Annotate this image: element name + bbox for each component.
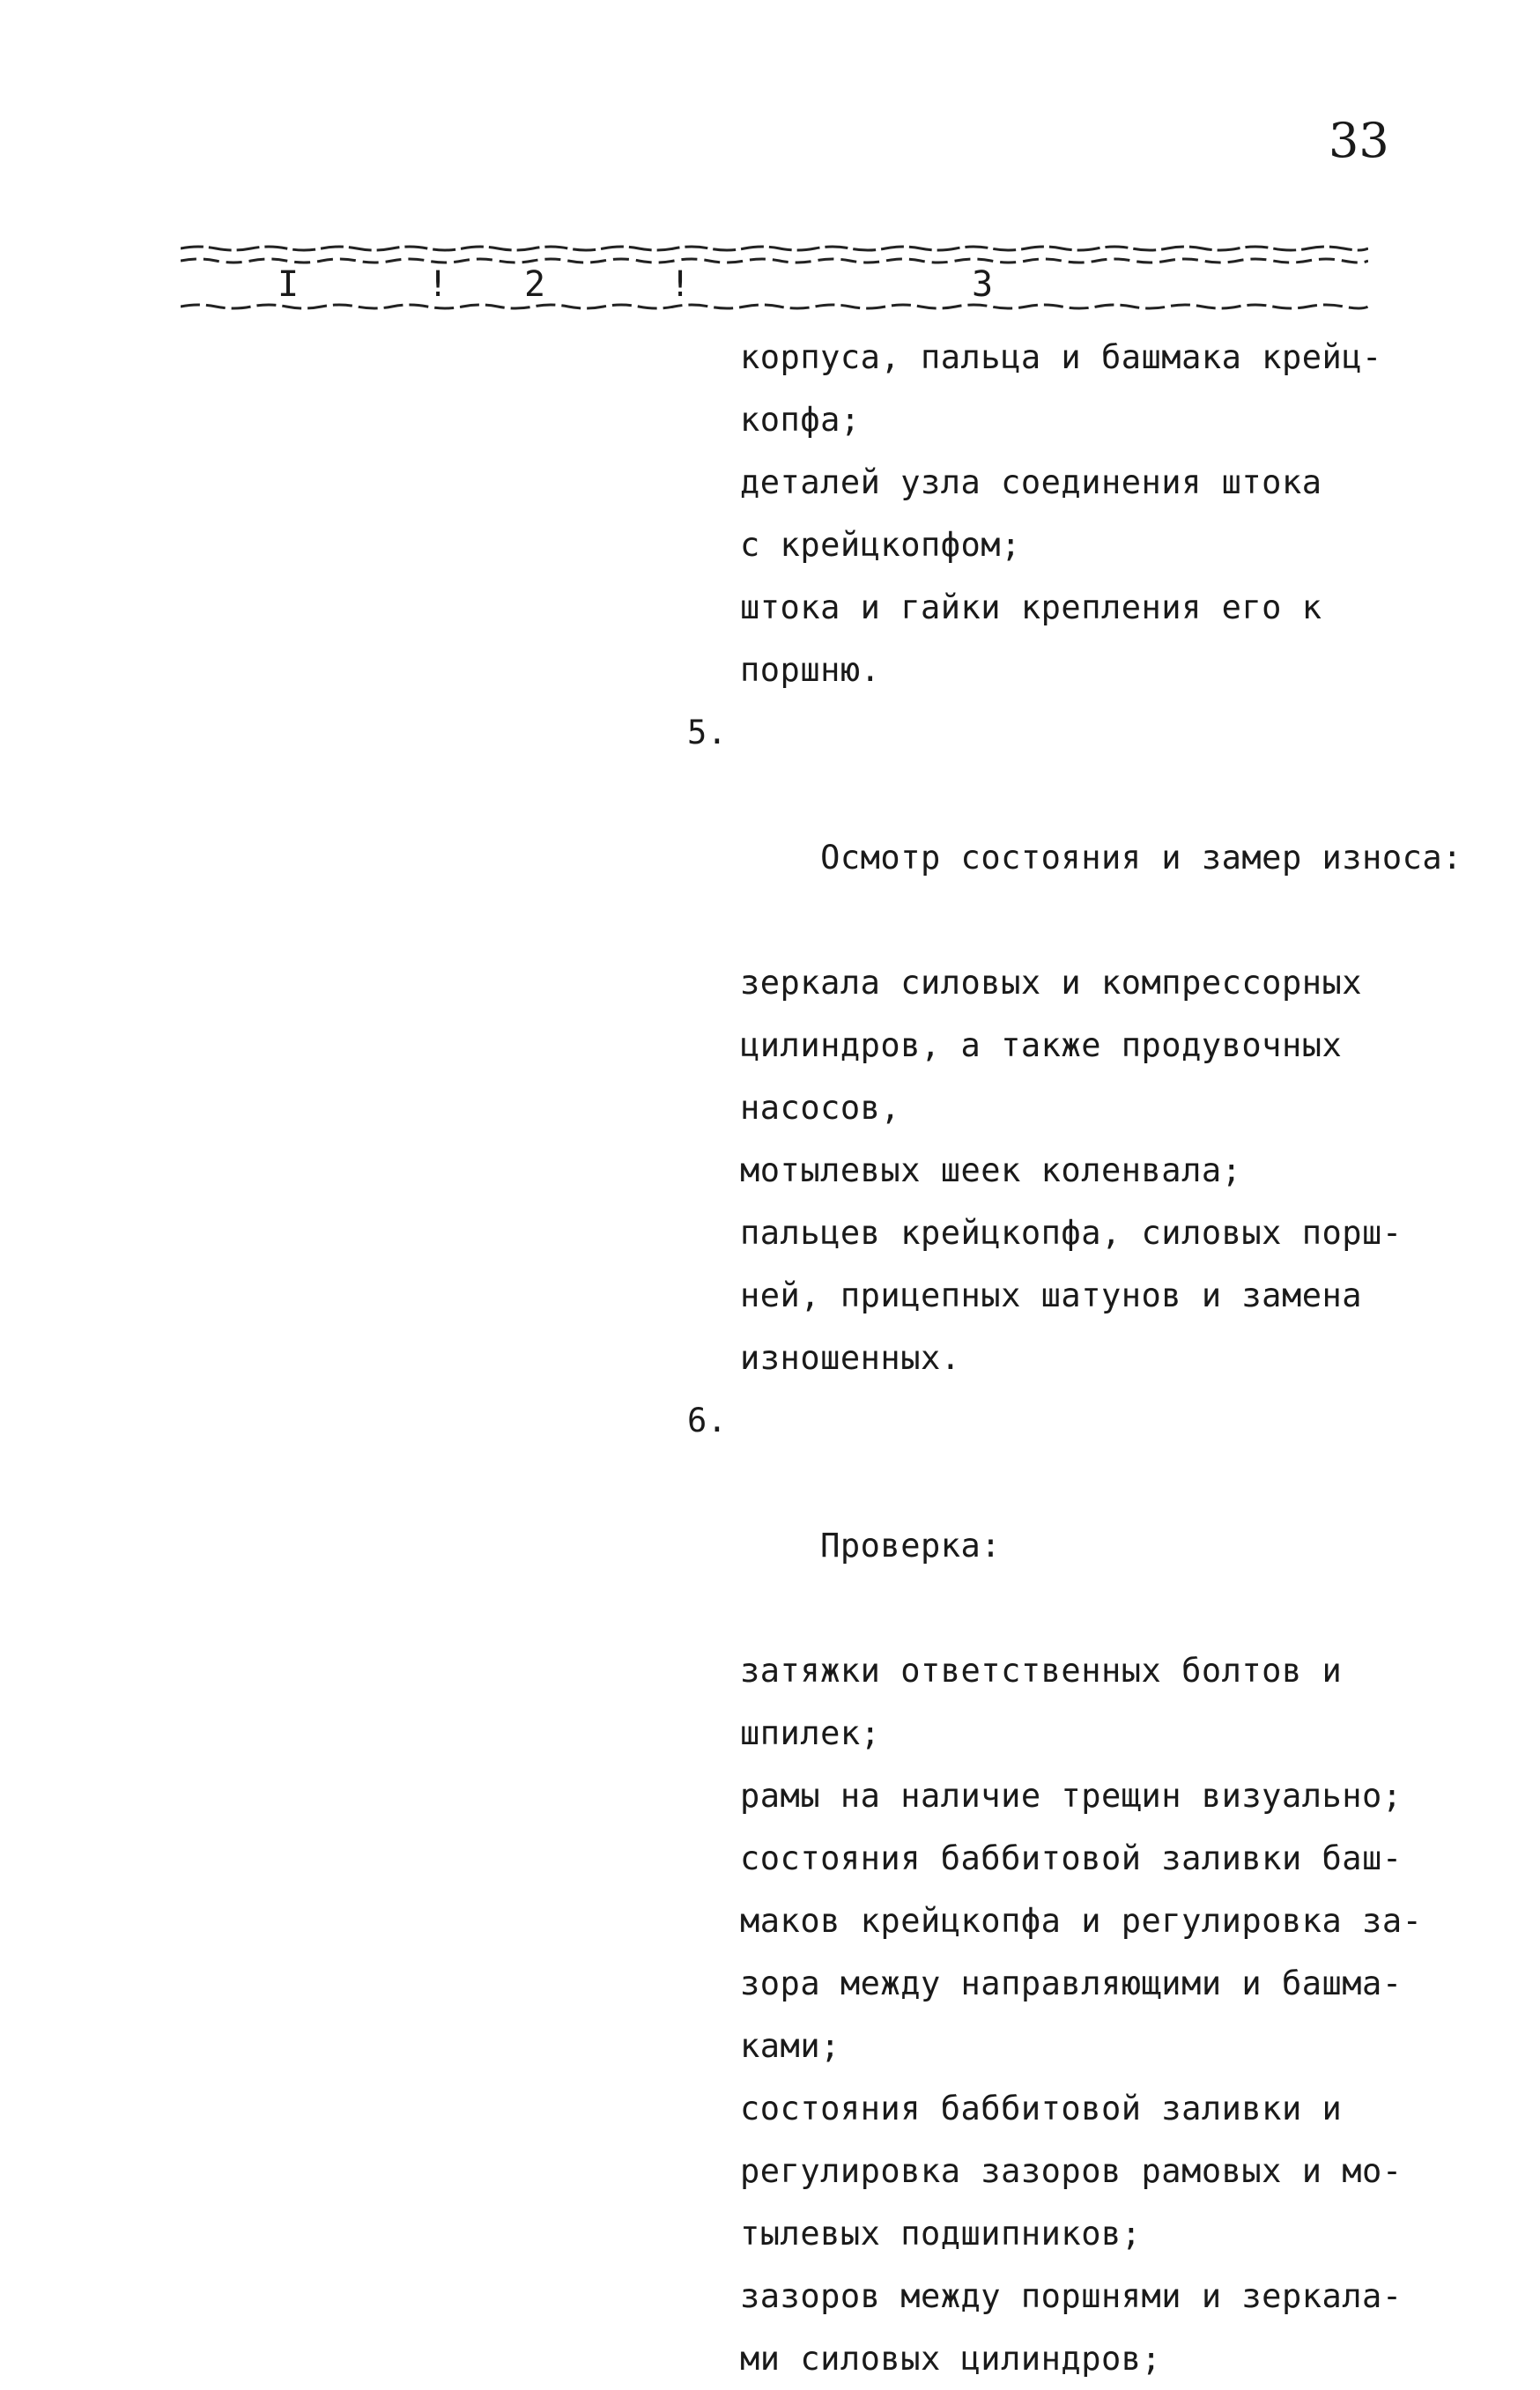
text-line: ней, прицепных шатунов и замена bbox=[740, 1276, 1363, 1314]
column-3-label: 3 bbox=[972, 264, 994, 305]
text-line: с крейцкопфом; bbox=[740, 526, 1021, 564]
column-1-label: I bbox=[278, 264, 300, 305]
text-line: затяжки ответственных болтов и bbox=[740, 1652, 1343, 1690]
text-line: шпилек; bbox=[740, 1714, 881, 1752]
text-line: зеркала силовых и компрессорных bbox=[740, 964, 1363, 1002]
text-line: ми силовых цилиндров; bbox=[740, 2340, 1162, 2378]
text-line: состояния баббитовой заливки и bbox=[740, 2090, 1343, 2127]
column-separator: ! bbox=[427, 264, 449, 305]
text-line: копфа; bbox=[740, 401, 861, 439]
text-line: цилиндров, а также продувочных bbox=[740, 1026, 1343, 1064]
table-column-3-content bbox=[687, 326, 1462, 2390]
list-item-6-heading bbox=[687, 1389, 1418, 1639]
text-line: деталей узла соединения штока bbox=[740, 463, 1322, 501]
text-line: ками; bbox=[740, 2027, 840, 2065]
text-line: штока и гайки крепления его к bbox=[740, 588, 1322, 626]
item-title: Проверка: bbox=[820, 1527, 1002, 1565]
text-line: пальцев крейцкопфа, силовых порш- bbox=[740, 1214, 1403, 1252]
text-line: корпуса, пальца и башмака крейц- bbox=[740, 338, 1382, 376]
page-number: 33 bbox=[1329, 113, 1389, 168]
text-line: регулировка зазоров рамовых и мо- bbox=[740, 2152, 1403, 2190]
text-line: поршню. bbox=[740, 651, 881, 689]
text-line: мотылевых шеек коленвала; bbox=[740, 1151, 1242, 1189]
text-line: зора между направляющими и башма- bbox=[740, 1965, 1403, 2002]
text-line: рамы на наличие трещин визуально; bbox=[740, 1777, 1403, 1815]
text-line: изношенных. bbox=[740, 1339, 961, 1377]
text-line: насосов, bbox=[740, 1089, 901, 1127]
text-line: тылевых подшипников; bbox=[740, 2215, 1142, 2253]
item-number: 5. bbox=[687, 714, 728, 751]
text-line: зазоров между поршнями и зеркала- bbox=[740, 2277, 1403, 2315]
list-item-5-heading bbox=[687, 701, 1462, 951]
item-title: Осмотр состояния и замер износа: bbox=[820, 839, 1462, 877]
table-header bbox=[181, 238, 1368, 317]
column-2-label: 2 bbox=[524, 264, 546, 305]
text-line: состояния баббитовой заливки баш- bbox=[740, 1839, 1403, 1877]
header-rules bbox=[181, 238, 1368, 317]
column-separator: ! bbox=[670, 264, 692, 305]
text-line: маков крейцкопфа и регулировка за- bbox=[740, 1902, 1423, 1940]
item-number: 6. bbox=[687, 1402, 728, 1439]
